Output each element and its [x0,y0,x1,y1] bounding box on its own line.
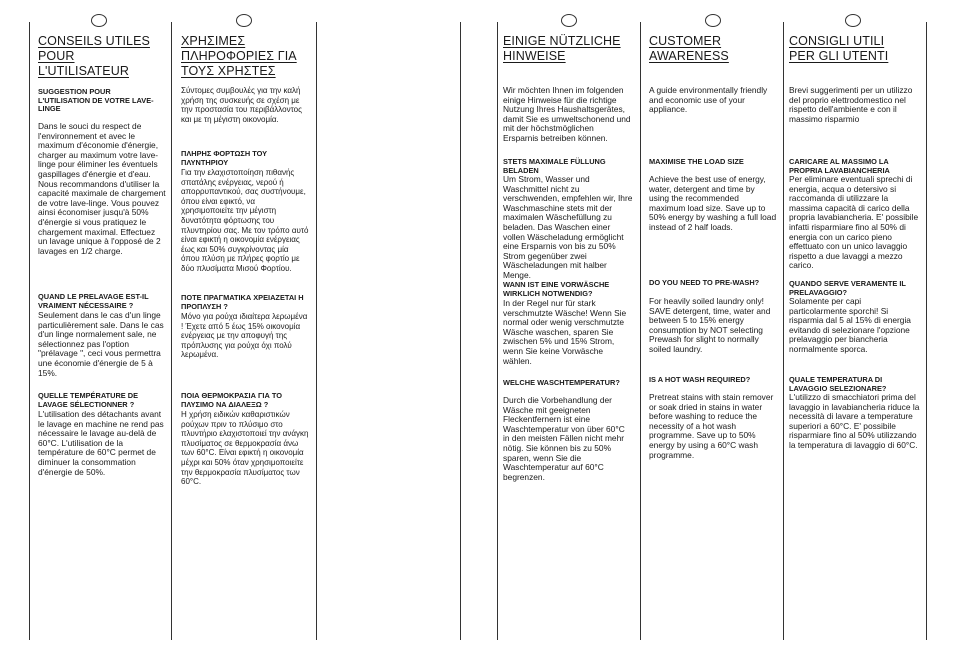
paragraph: Solamente per capi particolarmente sporchi! Si risparmia dal 5 al 15% di energia evitando di selezionare l'opzione prelavaggio per biancheria normalmente sporca. [789,296,911,354]
section-marker-circle [845,14,861,27]
column-english [649,34,779,460]
section-marker-circle [91,14,107,27]
column-divider [640,22,641,640]
subsection-heading: QUAND LE PRELAVAGE EST-IL VRAIMENT NÉCESSAIRE ? [38,292,149,310]
column-divider [497,22,498,640]
paragraph: Pretreat stains with stain remover or soak dried in stains in water before washing to reduce the necessity of a hot wash programme. Save up to 50% energy by using a 60°C wash programme. [649,392,774,460]
subsection-heading: WANN IST EINE VORWÄSCHE WIRKLICH NOTWENDIG? [503,280,610,298]
section-marker-circle [236,14,252,27]
subsection-heading: QUELLE TEMPÉRATURE DE LAVAGE SÉLECTIONNER ? [38,391,139,409]
section-marker-circle [705,14,721,27]
paragraph: For heavily soiled laundry only! SAVE detergent, time, water and between 5 to 15% energy consumption by NOT selecting Prewash for slight to normally soiled laundry. [649,296,771,354]
subsection-heading: MAXIMISE THE LOAD SIZE [649,157,744,166]
subsection-heading: ΠΟΙΑ ΘΕΡΜΟΚΡΑΣΙΑ ΓΙΑ ΤΟ ΠΛΥΣΙΜΟ ΝΑ ΔΙΑΛΕΞΩ ? [181,391,282,409]
intro-paragraph: Σύντομες συμβουλές για την καλή χρήση της συσκευής σε σχέση με την προστασία του περιβάλλοντος και με τη μέγιστη οικονομία. [181,86,302,124]
intro-paragraph: Wir möchten Ihnen im folgenden einige Hinweise für die richtige Nutzung Ihres Haushaltsgerätes, damit Sie es umweltschonend und mit der höchstmöglichen Ersparnis betreiben können. [503,85,631,143]
paragraph: In der Regel nur für stark verschmutzte Wäsche! Wenn Sie normal oder wenig verschmutzte Wäsche waschen, sparen Sie zwischen 5% und 15% Strom, wenn Sie keine Vorwäsche wählen. [503,298,627,366]
paragraph: Για την ελαχιστοποίηση πιθανής σπατάλης ενέργειας, νερού ή απορρυπαντικού, σας συστήνουμε, όπου είναι εφικτό, να χρησιμοποιείτε την μέγιστη δυνατότητα φόρτωσης του πλυντηρίου σας. Με τον τρόπο αυτό είναι εφικτή η οικονομία ενέργειας έως και 50% συγκρίνοντας μία όπου πλύση με πλήρες φορτίο με δύο πλυσίματα Μισού Φορτίου. [181,168,309,273]
paragraph: Um Strom, Wasser und Waschmittel nicht zu verschwenden, empfehlen wir, Ihre Waschmaschine stets mit der maximalen Wäschefüllung zu beladen. Das Waschen einer vollen Wäscheladung ermöglicht eine Ersparnis von bis zu 50% Strom gegenüber zwei Wäscheladungen mit halber Menge. [503,174,633,280]
subsection-heading: STETS MAXIMALE FÜLLUNG BELADEN [503,157,606,175]
subsection-heading: ΠΟΤΕ ΠΡΑΓΜΑΤΙΚΑ ΧΡΕΙΑΖΕΤΑΙ Η ΠΡΟΠΛΥΣΗ ? [181,293,304,311]
paragraph: Μόνο για ρούχα ιδιαίτερα λερωμένα ! Έχετε από 5 έως 15% οικονομία ενέργειας με την αποφυγή της πρόπλυσης για ρούχα όχι πολύ λερωμένα. [181,312,308,360]
column-italian [789,34,922,450]
subsection-heading: QUANDO SERVE VERAMENTE IL PRELAVAGGIO? [789,279,906,297]
section-title: CONSEILS UTILES POUR L'UTILISATEUR [38,34,150,78]
paragraph: Achieve the best use of energy, water, detergent and time by using the recommended maximum load size. Save up to 50% energy by washing a full load instead of 2 half loads. [649,174,777,232]
section-title: CONSIGLI UTILI PER GLI UTENTI [789,34,889,63]
subsection-heading: QUALE TEMPERATURA DI LAVAGGIO SELEZIONARE? [789,375,887,393]
subsection-heading: SUGGESTION POUR L'UTILISATION DE VOTRE LAVE-LINGE [38,87,154,114]
column-divider [29,22,30,640]
paragraph: Durch die Vorbehandlung der Wäsche mit geeigneten Fleckentfernern ist eine Waschtemperatur von über 60°C in den meisten Fällen nicht mehr nötig. Sie können bis zu 50% sparen, wenn Sie die Waschtemperatur auf 60°C begrenzen. [503,395,625,482]
column-divider [926,22,927,640]
column-french [38,34,168,477]
section-title: EINIGE NÜTZLICHE HINWEISE [503,34,621,63]
column-divider [783,22,784,640]
subsection-heading: WELCHE WASCHTEMPERATUR? [503,378,620,387]
section-title: CUSTOMER AWARENESS [649,34,729,63]
subsection-heading: CARICARE AL MASSIMO LA PROPRIA LAVABIANCHERIA [789,157,890,175]
paragraph: Seulement dans le cas d'un linge particulièrement sale. Dans le cas d'un linge normalement sale, ne sélectionnez pas l'option "prélavage ", ceci vous permettra une économie d'énergie de 5 à 15%. [38,310,164,378]
section-title: ΧΡΗΣΙΜΕΣ ΠΛΗΡΟΦΟΡΙΕΣ ΓΙΑ ΤΟΥΣ ΧΡΗΣΤΕΣ [181,34,297,78]
paragraph: Per eliminare eventuali sprechi di energia, acqua o detersivo si raccomanda di utilizzare la massima capacità di carico della propria lavabiancheria. E' possibile infatti risparmiare fino al 50% di energia con un carico pieno effettuato con un unico lavaggio rispetto a due lavaggi a mezzo carico. [789,174,919,271]
intro-paragraph: A guide environmentally friendly and economic use of your appliance. [649,85,768,115]
subsection-heading: DO YOU NEED TO PRE-WASH? [649,278,760,287]
intro-paragraph: Brevi suggerimenti per un utilizzo del proprio elettrodomestico nel rispetto dell'ambiente e con il massimo risparmio [789,85,913,124]
column-divider [316,22,317,640]
subsection-heading: ΠΛΗΡΗΣ ΦΟΡΤΩΣΗ ΤΟΥ ΠΛΥΝΤΗΡΙΟΥ [181,149,268,167]
section-marker-circle [561,14,577,27]
paragraph: L'utilisation des détachants avant le lavage en machine ne rend pas nécessaire le lavage au-delà de 60°C. L'utilisation de la température de 60°C permet de diminuer la consommation d'énergie de 50%. [38,409,164,477]
column-german [503,34,635,482]
column-divider [460,22,461,640]
paragraph: Dans le souci du respect de l'environnement et avec le maximum d'économie d'énergie, charger au maximum votre lave-linge pour éliminer les éventuels gaspillages d'énergie et d'eau. Nous recommandons d'utiliser la capacité maximale de chargement de votre lave-linge. Vous pouvez ainsi économiser jusqu'à 50% d'énergie si vous pratiquez le chargement maximal. Effectuez un lavage unique à l'opposé de 2 lavages en 1/2 charge. [38,121,166,256]
column-greek [181,34,311,487]
column-divider [171,22,172,640]
paragraph: Η χρήση ειδικών καθαριστικών ρούχων πριν το πλύσιμο στο πλυντήριο ελαχιστοποιεί την ανάγκη πλυσίματος σε θερμοκρασία άνω των 60°C. Είναι εφικτή η οικονομία μέχρι και 50% όταν χρησιμοποιείτε την θερμοκρασία πλυσίματος των 60°C. [181,410,309,487]
paragraph: L'utilizzo di smacchiatori prima del lavaggio in lavabiancheria riduce la necessità di lavare a temperature superiori a 60°C. E' possibile risparmiare fino al 50% utilizzando la temperatura di lavaggio di 60°C. [789,392,920,450]
subsection-heading: IS A HOT WASH REQUIRED? [649,375,751,384]
